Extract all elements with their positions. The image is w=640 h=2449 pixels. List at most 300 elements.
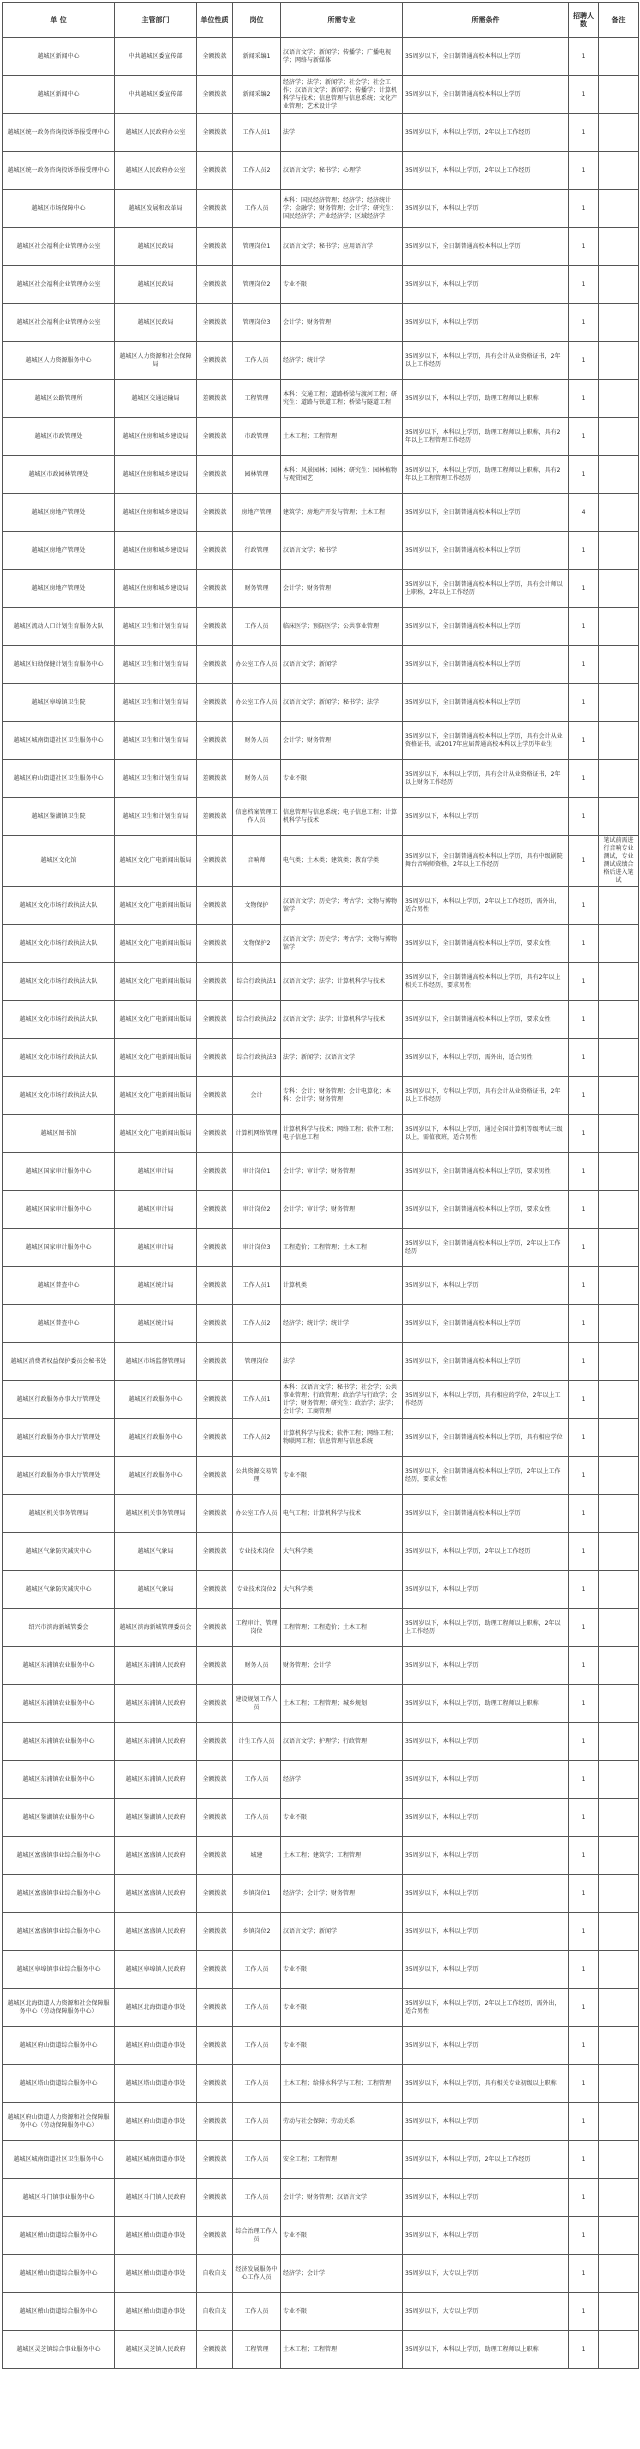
table-row <box>3 2331 639 2369</box>
cell-department: 越城区审计局 <box>115 1229 197 1267</box>
cell-major: 专科：会计；财务管理；会计电算化；本科：会计学；财务管理 <box>281 1077 403 1115</box>
cell-count: 1 <box>569 1267 599 1305</box>
cell-department: 越城区皋埠镇人民政府 <box>115 1951 197 1989</box>
cell-conditions: 35周岁以下，全日制普通高校本科以上学历 <box>403 228 569 266</box>
table-row <box>3 1267 639 1305</box>
cell-remark <box>599 2179 639 2217</box>
cell-unit-type: 全额拨款 <box>197 836 233 887</box>
cell-major: 汉语言文学；新闻学；传播学；广播电视学；网络与新媒体 <box>281 38 403 76</box>
cell-conditions: 35周岁以下，本科以上学历 <box>403 1723 569 1761</box>
cell-conditions: 35周岁以下，全日制普通高校本科以上学历，具有相应学位 <box>403 1419 569 1457</box>
cell-department: 越城区人民政府办公室 <box>115 152 197 190</box>
cell-unit: 越城区行政服务办事大厅管理处 <box>3 1457 115 1495</box>
cell-position: 工作人员 <box>233 2027 281 2065</box>
cell-conditions: 35周岁以下，全日制普通高校本科以上学历，要求女性 <box>403 1191 569 1229</box>
cell-position: 审计岗位1 <box>233 1153 281 1191</box>
cell-unit-type: 差额拨款 <box>197 380 233 418</box>
cell-position: 建设规划工作人员 <box>233 1685 281 1723</box>
cell-position: 综合行政执法1 <box>233 963 281 1001</box>
cell-department: 越城区东浦镇人民政府 <box>115 1723 197 1761</box>
cell-remark <box>599 684 639 722</box>
cell-department: 越城区文化广电新闻出版局 <box>115 1001 197 1039</box>
cell-position: 工作人员2 <box>233 1305 281 1343</box>
cell-count: 1 <box>569 1077 599 1115</box>
cell-unit-type: 全额拨款 <box>197 494 233 532</box>
cell-remark: 笔试前需进行音响专业测试，专业测试成绩合格后进入笔试 <box>599 836 639 887</box>
header-position: 岗位 <box>233 3 281 38</box>
cell-position: 城建 <box>233 1837 281 1875</box>
cell-major: 汉语言文学；新闻学；秘书学；法学 <box>281 684 403 722</box>
cell-remark <box>599 266 639 304</box>
cell-department: 越城区住房和城乡建设局 <box>115 532 197 570</box>
table-row <box>3 798 639 836</box>
cell-unit: 越城区东浦镇农业服务中心 <box>3 1647 115 1685</box>
table-row <box>3 266 639 304</box>
cell-conditions: 35周岁以下，本科以上学历 <box>403 2179 569 2217</box>
cell-unit-type: 全额拨款 <box>197 925 233 963</box>
cell-count: 1 <box>569 38 599 76</box>
cell-count: 1 <box>569 760 599 798</box>
cell-position: 财务人员 <box>233 722 281 760</box>
cell-department: 越城区富盛镇人民政府 <box>115 1837 197 1875</box>
cell-unit: 越城区行政服务办事大厅管理处 <box>3 1419 115 1457</box>
cell-position: 工作人员 <box>233 1951 281 1989</box>
cell-conditions: 35周岁以下，本科以上学历 <box>403 1761 569 1799</box>
cell-remark <box>599 1723 639 1761</box>
cell-conditions: 35周岁以下，本科以上学历 <box>403 1267 569 1305</box>
table-row <box>3 190 639 228</box>
cell-count: 1 <box>569 836 599 887</box>
cell-remark <box>599 1951 639 1989</box>
cell-position: 管理岗位1 <box>233 228 281 266</box>
cell-conditions: 35周岁以下，本科以上学历 <box>403 798 569 836</box>
cell-department: 越城区市场监督管理局 <box>115 1343 197 1381</box>
cell-remark <box>599 608 639 646</box>
cell-remark <box>599 798 639 836</box>
table-row <box>3 494 639 532</box>
cell-count: 1 <box>569 1875 599 1913</box>
cell-remark <box>599 1229 639 1267</box>
cell-count: 1 <box>569 532 599 570</box>
cell-count: 1 <box>569 887 599 925</box>
cell-department: 中共越城区委宣传部 <box>115 38 197 76</box>
table-row <box>3 1571 639 1609</box>
cell-unit-type: 全额拨款 <box>197 1609 233 1647</box>
cell-position: 工作人员 <box>233 1761 281 1799</box>
cell-unit: 越城区统一政务咨询投诉举报受理中心 <box>3 152 115 190</box>
cell-conditions: 35周岁以下，本科以上学历，具有相关专业初级以上职称 <box>403 2065 569 2103</box>
cell-major: 专业不限 <box>281 1989 403 2027</box>
cell-position: 工作人员1 <box>233 1381 281 1419</box>
cell-position: 工作人员 <box>233 2141 281 2179</box>
cell-conditions: 35周岁以下，本科以上学历，2年以上工作经历 <box>403 152 569 190</box>
cell-position: 工作人员 <box>233 2103 281 2141</box>
cell-unit-type: 全额拨款 <box>197 1343 233 1381</box>
cell-major: 汉语言文学；新闻学 <box>281 1913 403 1951</box>
cell-unit-type: 全额拨款 <box>197 2141 233 2179</box>
cell-unit-type: 全额拨款 <box>197 1723 233 1761</box>
cell-unit: 越城区文化馆 <box>3 836 115 887</box>
cell-major: 经济学；会计学；财务管理 <box>281 1875 403 1913</box>
cell-major: 建筑学；房地产开发与管理；土木工程 <box>281 494 403 532</box>
table-row <box>3 1191 639 1229</box>
cell-unit: 越城区稽山街道综合服务中心 <box>3 2255 115 2293</box>
cell-unit-type: 全额拨款 <box>197 2217 233 2255</box>
cell-unit: 越城区行政服务办事大厅管理处 <box>3 1381 115 1419</box>
cell-count: 1 <box>569 1495 599 1533</box>
cell-remark <box>599 152 639 190</box>
cell-major: 计算机科学与技术；软件工程；网络工程；物联网工程；信息管理与信息系统 <box>281 1419 403 1457</box>
cell-department: 越城区府山街道办事处 <box>115 2103 197 2141</box>
table-row <box>3 2293 639 2331</box>
cell-unit-type: 差额拨款 <box>197 760 233 798</box>
cell-remark <box>599 1115 639 1153</box>
cell-department: 越城区卫生和计划生育局 <box>115 798 197 836</box>
cell-unit-type: 全额拨款 <box>197 2331 233 2369</box>
cell-unit-type: 全额拨款 <box>197 684 233 722</box>
cell-unit: 越城区社会福利企业管理办公室 <box>3 304 115 342</box>
cell-unit-type: 自收自支 <box>197 2255 233 2293</box>
cell-major: 本科：国民经济管理；经济学；经济统计学；金融学；财务管理；会计学；研究生：国民经济学；产业经济学；区域经济学 <box>281 190 403 228</box>
cell-major: 安全工程；工程管理 <box>281 2141 403 2179</box>
cell-remark <box>599 760 639 798</box>
recruitment-table <box>2 2 639 2369</box>
cell-conditions: 35周岁以下，全日制普通高校本科以上学历 <box>403 494 569 532</box>
cell-remark <box>599 494 639 532</box>
cell-unit: 越城区国家审计服务中心 <box>3 1191 115 1229</box>
cell-count: 1 <box>569 963 599 1001</box>
cell-department: 越城区鉴湖镇人民政府 <box>115 1799 197 1837</box>
table-row <box>3 1153 639 1191</box>
cell-count: 1 <box>569 1115 599 1153</box>
cell-position: 综合治理工作人员 <box>233 2217 281 2255</box>
cell-department: 越城区文化广电新闻出版局 <box>115 887 197 925</box>
cell-count: 1 <box>569 1305 599 1343</box>
cell-conditions: 35周岁以下，全日制普通高校本科以上学历 <box>403 38 569 76</box>
cell-department: 越城区富盛镇人民政府 <box>115 1913 197 1951</box>
cell-major: 专业不限 <box>281 2217 403 2255</box>
cell-remark <box>599 456 639 494</box>
cell-major: 土木工程；工程管理；城乡规划 <box>281 1685 403 1723</box>
cell-position: 工作人员 <box>233 1799 281 1837</box>
cell-department: 越城区富盛镇人民政府 <box>115 1875 197 1913</box>
table-row <box>3 1229 639 1267</box>
cell-position: 工作人员 <box>233 2293 281 2331</box>
cell-unit: 越城区气象防灾减灾中心 <box>3 1571 115 1609</box>
table-row <box>3 1495 639 1533</box>
cell-major: 法学 <box>281 114 403 152</box>
cell-position: 文物保护2 <box>233 925 281 963</box>
cell-unit: 越城区稽山街道综合服务中心 <box>3 2217 115 2255</box>
cell-conditions: 35周岁以下，全日制普通高校本科以上学历，要求男性 <box>403 1153 569 1191</box>
cell-count: 1 <box>569 1153 599 1191</box>
table-row <box>3 76 639 114</box>
cell-position: 办公室工作人员 <box>233 684 281 722</box>
cell-conditions: 35周岁以下，大专以上学历 <box>403 2255 569 2293</box>
cell-remark <box>599 1001 639 1039</box>
cell-remark <box>599 2027 639 2065</box>
cell-department: 越城区统计局 <box>115 1267 197 1305</box>
cell-department: 越城区文化广电新闻出版局 <box>115 1115 197 1153</box>
cell-unit-type: 全额拨款 <box>197 456 233 494</box>
cell-remark <box>599 1685 639 1723</box>
cell-major: 汉语言文学；秘书学；心理学 <box>281 152 403 190</box>
cell-unit-type: 全额拨款 <box>197 963 233 1001</box>
cell-department: 越城区民政局 <box>115 304 197 342</box>
cell-conditions: 35周岁以下，本科以上学历，助理工程师以上职称 <box>403 2331 569 2369</box>
cell-position: 财务人员 <box>233 1647 281 1685</box>
cell-remark <box>599 1343 639 1381</box>
table-row <box>3 532 639 570</box>
cell-position: 办公室工作人员 <box>233 1495 281 1533</box>
cell-position: 工作人员1 <box>233 1267 281 1305</box>
cell-unit: 越城区北海街道人力资源和社会保障服务中心（劳动保障服务中心） <box>3 1989 115 2027</box>
cell-remark <box>599 1077 639 1115</box>
table-row <box>3 722 639 760</box>
cell-major: 土木工程；给排水科学与工程；工程管理 <box>281 2065 403 2103</box>
table-row <box>3 608 639 646</box>
cell-unit-type: 全额拨款 <box>197 1913 233 1951</box>
cell-count: 1 <box>569 1457 599 1495</box>
table-row <box>3 418 639 456</box>
table-row <box>3 380 639 418</box>
table-row <box>3 2217 639 2255</box>
table-row <box>3 1609 639 1647</box>
cell-remark <box>599 114 639 152</box>
cell-unit: 越城区皋埠镇卫生院 <box>3 684 115 722</box>
cell-conditions: 35周岁以下，本科以上学历，助理工程师以上职称 <box>403 380 569 418</box>
cell-position: 专业技术岗位 <box>233 1533 281 1571</box>
cell-remark <box>599 1647 639 1685</box>
table-body <box>3 38 639 2369</box>
cell-unit-type: 全额拨款 <box>197 2179 233 2217</box>
table-row <box>3 570 639 608</box>
cell-unit: 越城区统一政务咨询投诉举报受理中心 <box>3 114 115 152</box>
cell-remark <box>599 2065 639 2103</box>
cell-remark <box>599 1875 639 1913</box>
cell-count: 1 <box>569 798 599 836</box>
cell-count: 1 <box>569 456 599 494</box>
cell-remark <box>599 76 639 114</box>
cell-major: 汉语言文学；法学；计算机科学与技术 <box>281 963 403 1001</box>
cell-major: 汉语言文学；秘书学；应用语言学 <box>281 228 403 266</box>
cell-department: 越城区住房和城乡建设局 <box>115 570 197 608</box>
table-row <box>3 114 639 152</box>
cell-remark <box>599 2141 639 2179</box>
cell-remark <box>599 1267 639 1305</box>
cell-department: 越城区住房和城乡建设局 <box>115 494 197 532</box>
cell-department: 越城区行政服务中心 <box>115 1419 197 1457</box>
cell-department: 越城区卫生和计划生育局 <box>115 684 197 722</box>
cell-remark <box>599 1495 639 1533</box>
cell-unit-type: 全额拨款 <box>197 2027 233 2065</box>
cell-unit: 越城区城南街道社区卫生服务中心 <box>3 722 115 760</box>
cell-position: 财务管理 <box>233 570 281 608</box>
cell-unit-type: 全额拨款 <box>197 1229 233 1267</box>
cell-conditions: 35周岁以下，全日制普通高校本科以上学历 <box>403 1305 569 1343</box>
cell-major: 经济学；统计学 <box>281 342 403 380</box>
table-row <box>3 2027 639 2065</box>
cell-major: 会计学；财务管理 <box>281 722 403 760</box>
cell-unit-type: 全额拨款 <box>197 1267 233 1305</box>
table-row <box>3 1381 639 1419</box>
cell-position: 综合行政执法3 <box>233 1039 281 1077</box>
cell-unit: 越城区新闻中心 <box>3 76 115 114</box>
cell-major: 计算机类 <box>281 1267 403 1305</box>
cell-count: 1 <box>569 2141 599 2179</box>
cell-department: 越城区民政局 <box>115 266 197 304</box>
cell-unit-type: 全额拨款 <box>197 2103 233 2141</box>
cell-unit-type: 全额拨款 <box>197 342 233 380</box>
cell-department: 越城区滨海新城管理委员会 <box>115 1609 197 1647</box>
cell-position: 管理岗位3 <box>233 304 281 342</box>
cell-major: 工程管理；工程造价；土木工程 <box>281 1609 403 1647</box>
cell-unit-type: 全额拨款 <box>197 1799 233 1837</box>
cell-position: 工作人员 <box>233 342 281 380</box>
cell-conditions: 35周岁以下，本科以上学历 <box>403 266 569 304</box>
cell-position: 财务人员 <box>233 760 281 798</box>
cell-conditions: 35周岁以下，本科以上学历，助理工程师以上职称，具有2年以上工程管理工作经历 <box>403 418 569 456</box>
cell-conditions: 35周岁以下，本科以上学历 <box>403 1913 569 1951</box>
cell-unit: 越城区市政园林管理处 <box>3 456 115 494</box>
cell-unit: 越城区图书馆 <box>3 1115 115 1153</box>
cell-unit: 越城区文化市场行政执法大队 <box>3 1039 115 1077</box>
cell-count: 1 <box>569 1951 599 1989</box>
cell-conditions: 35周岁以下，本科以上学历 <box>403 2103 569 2141</box>
cell-unit-type: 全额拨款 <box>197 418 233 456</box>
cell-department: 越城区塔山街道办事处 <box>115 2065 197 2103</box>
cell-unit-type: 全额拨款 <box>197 1115 233 1153</box>
cell-count: 1 <box>569 1343 599 1381</box>
cell-major: 会计学；审计学；财务管理 <box>281 1191 403 1229</box>
cell-unit: 越城区文化市场行政执法大队 <box>3 1077 115 1115</box>
cell-position: 办公室工作人员 <box>233 646 281 684</box>
cell-department: 越城区卫生和计划生育局 <box>115 608 197 646</box>
cell-count: 1 <box>569 2331 599 2369</box>
cell-major: 汉语言文学；历史学；考古学；文物与博物馆学 <box>281 887 403 925</box>
cell-major: 专业不限 <box>281 2027 403 2065</box>
cell-position: 新闻采编1 <box>233 38 281 76</box>
cell-position: 工作人员2 <box>233 152 281 190</box>
cell-count: 1 <box>569 1571 599 1609</box>
cell-position: 公共资源交易管理 <box>233 1457 281 1495</box>
cell-unit: 越城区东浦镇农业服务中心 <box>3 1761 115 1799</box>
cell-unit: 越城区鉴湖镇卫生院 <box>3 798 115 836</box>
cell-position: 园林管理 <box>233 456 281 494</box>
cell-major: 土木工程；建筑学；工程管理 <box>281 1837 403 1875</box>
cell-major: 会计学；审计学；财务管理 <box>281 1153 403 1191</box>
cell-count: 1 <box>569 342 599 380</box>
table-row <box>3 1647 639 1685</box>
cell-count: 1 <box>569 646 599 684</box>
cell-unit: 越城区斗门镇事业服务中心 <box>3 2179 115 2217</box>
cell-department: 越城区民政局 <box>115 228 197 266</box>
cell-department: 越城区行政服务中心 <box>115 1457 197 1495</box>
cell-major: 工程造价；工程管理；土木工程 <box>281 1229 403 1267</box>
header-remark: 备注 <box>599 3 639 38</box>
cell-conditions: 35周岁以下，本科以上学历 <box>403 1647 569 1685</box>
cell-remark <box>599 38 639 76</box>
cell-remark <box>599 887 639 925</box>
cell-remark <box>599 418 639 456</box>
cell-remark <box>599 570 639 608</box>
cell-position: 工作人员 <box>233 608 281 646</box>
cell-unit-type: 自收自支 <box>197 2293 233 2331</box>
cell-conditions: 35周岁以下，全日制普通高校本科以上学历，要求女性 <box>403 1001 569 1039</box>
cell-unit: 越城区国家审计服务中心 <box>3 1229 115 1267</box>
cell-position: 综合行政执法2 <box>233 1001 281 1039</box>
cell-unit-type: 全额拨款 <box>197 304 233 342</box>
table-row <box>3 1001 639 1039</box>
cell-count: 1 <box>569 114 599 152</box>
cell-unit-type: 全额拨款 <box>197 1837 233 1875</box>
cell-major: 信息管理与信息系统；电子信息工程；计算机科学与技术 <box>281 798 403 836</box>
table-row <box>3 760 639 798</box>
cell-major: 计算机科学与技术；网络工程；软件工程；电子信息工程 <box>281 1115 403 1153</box>
cell-unit-type: 全额拨款 <box>197 570 233 608</box>
cell-department: 越城区交通运输局 <box>115 380 197 418</box>
cell-position: 管理岗位 <box>233 1343 281 1381</box>
cell-unit: 越城区府山街道社区卫生服务中心 <box>3 760 115 798</box>
header-department: 主管部门 <box>115 3 197 38</box>
cell-major: 法学 <box>281 1343 403 1381</box>
cell-count: 1 <box>569 1001 599 1039</box>
cell-count: 1 <box>569 228 599 266</box>
cell-remark <box>599 1533 639 1571</box>
cell-conditions: 35周岁以下，本科以上学历，2年以上工作经历，需外出，适合男性 <box>403 1989 569 2027</box>
cell-unit-type: 全额拨款 <box>197 1381 233 1419</box>
cell-conditions: 35周岁以下，全日制普通高校本科以上学历 <box>403 1495 569 1533</box>
header-unit: 单 位 <box>3 3 115 38</box>
cell-remark <box>599 2217 639 2255</box>
cell-remark <box>599 1761 639 1799</box>
cell-department: 越城区稽山街道办事处 <box>115 2217 197 2255</box>
cell-unit: 越城区妇幼保健计划生育服务中心 <box>3 646 115 684</box>
header-unit-type: 单位性质 <box>197 3 233 38</box>
cell-unit-type: 全额拨款 <box>197 1685 233 1723</box>
cell-unit-type: 全额拨款 <box>197 152 233 190</box>
cell-major: 电气类；土木类；建筑类；教育学类 <box>281 836 403 887</box>
cell-conditions: 35周岁以下，本科以上学历，2年以上工作经历 <box>403 2141 569 2179</box>
table-row <box>3 1951 639 1989</box>
cell-major: 汉语言文学；秘书学 <box>281 532 403 570</box>
cell-unit: 越城区机关事务管理局 <box>3 1495 115 1533</box>
cell-major: 本科：交通工程；道路桥梁与渡河工程；研究生：道路与铁道工程；桥梁与隧道工程 <box>281 380 403 418</box>
cell-department: 越城区文化广电新闻出版局 <box>115 1077 197 1115</box>
cell-remark <box>599 1305 639 1343</box>
cell-count: 1 <box>569 608 599 646</box>
cell-count: 4 <box>569 494 599 532</box>
cell-unit: 越城区富盛镇事业综合服务中心 <box>3 1875 115 1913</box>
table-row <box>3 2141 639 2179</box>
table-row <box>3 1419 639 1457</box>
cell-conditions: 35周岁以下，本科以上学历 <box>403 2217 569 2255</box>
cell-position: 管理岗位2 <box>233 266 281 304</box>
cell-unit-type: 全额拨款 <box>197 228 233 266</box>
cell-department: 越城区气象局 <box>115 1571 197 1609</box>
table-row <box>3 1799 639 1837</box>
cell-unit-type: 全额拨款 <box>197 1039 233 1077</box>
cell-unit-type: 差额拨款 <box>197 798 233 836</box>
cell-count: 1 <box>569 1837 599 1875</box>
cell-position: 工作人员 <box>233 2065 281 2103</box>
cell-remark <box>599 2103 639 2141</box>
cell-count: 1 <box>569 2065 599 2103</box>
cell-unit-type: 全额拨款 <box>197 1153 233 1191</box>
cell-major: 财务管理；会计学 <box>281 1647 403 1685</box>
cell-unit-type: 全额拨款 <box>197 1533 233 1571</box>
cell-unit-type: 全额拨款 <box>197 722 233 760</box>
